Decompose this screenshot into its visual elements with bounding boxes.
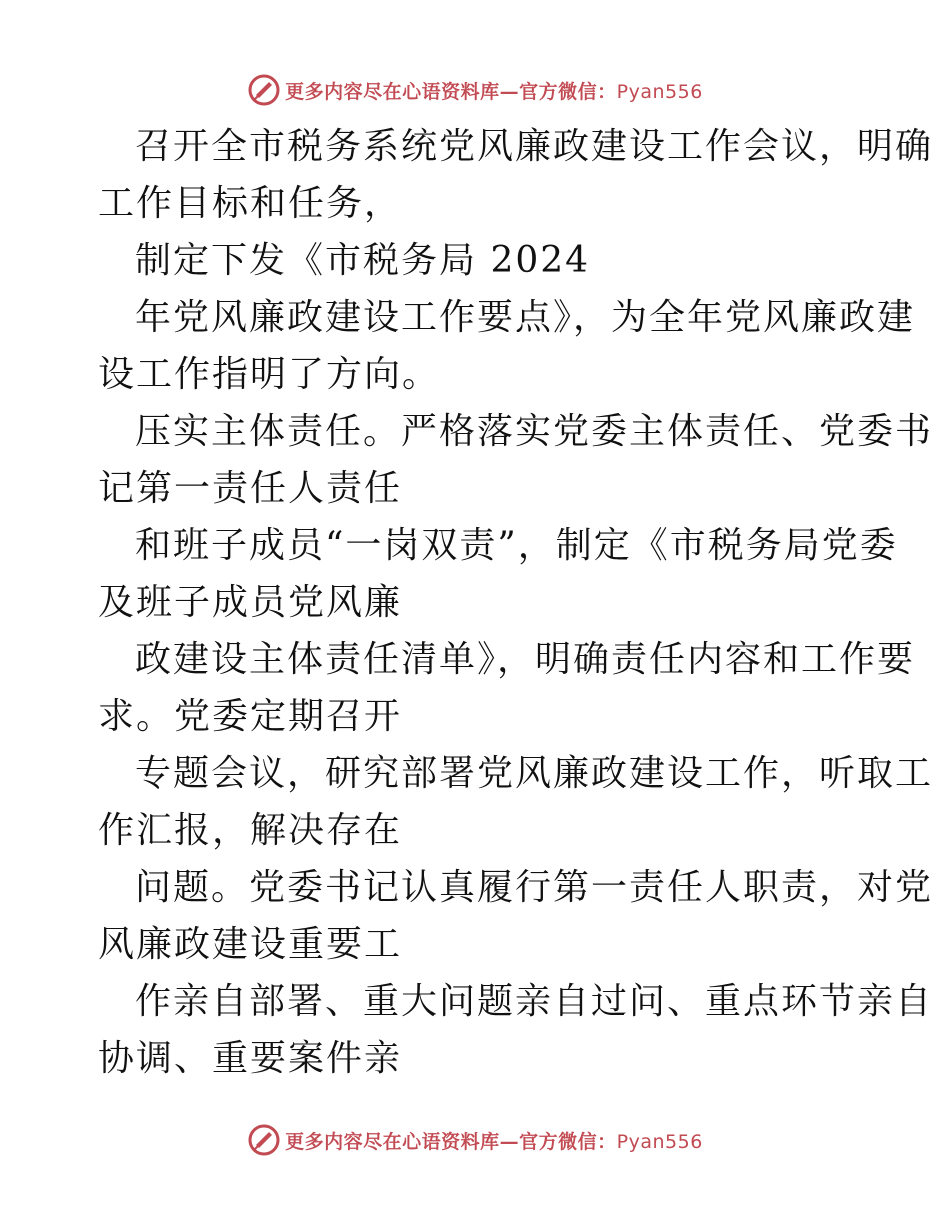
text-line: 作亲自部署、重大问题亲自过问、重点环节亲自 xyxy=(135,981,934,1022)
watermark-text: 更多内容尽在心语资料库—官方微信：Pyan556 xyxy=(285,80,703,103)
header-watermark xyxy=(0,70,950,110)
text-line: 设工作指明了方向。 xyxy=(98,354,441,395)
text-line: 及班子成员党风廉 xyxy=(98,582,403,623)
document-body xyxy=(98,118,934,1087)
watermark-text: 更多内容尽在心语资料库—官方微信：Pyan556 xyxy=(285,1130,703,1153)
logo-icon xyxy=(247,73,281,107)
text-line: 和班子成员“一岗双责”，制定《市税务局党委 xyxy=(135,525,898,566)
text-line: 作汇报，解决存在 xyxy=(98,810,403,851)
text-line: 求。党委定期召开 xyxy=(98,696,403,737)
text-line: 制定下发《市税务局 2024 xyxy=(135,240,591,281)
text-line: 问题。党委书记认真履行第一责任人职责，对党 xyxy=(135,867,934,908)
text-line: 年党风廉政建设工作要点》，为全年党风廉政建 xyxy=(135,297,916,338)
text-line: 协调、重要案件亲 xyxy=(98,1038,403,1079)
footer-watermark xyxy=(0,1120,950,1160)
logo-icon xyxy=(247,1123,281,1157)
text-line: 专题会议，研究部署党风廉政建设工作，听取工 xyxy=(135,753,934,794)
text-line: 召开全市税务系统党风廉政建设工作会议，明确 xyxy=(135,126,934,167)
text-line: 记第一责任人责任 xyxy=(98,468,403,509)
text-line: 工作目标和任务， xyxy=(98,183,403,224)
text-line: 压实主体责任。严格落实党委主体责任、党委书 xyxy=(135,411,934,452)
text-line: 政建设主体责任清单》，明确责任内容和工作要 xyxy=(135,639,916,680)
text-line: 风廉政建设重要工 xyxy=(98,924,403,965)
